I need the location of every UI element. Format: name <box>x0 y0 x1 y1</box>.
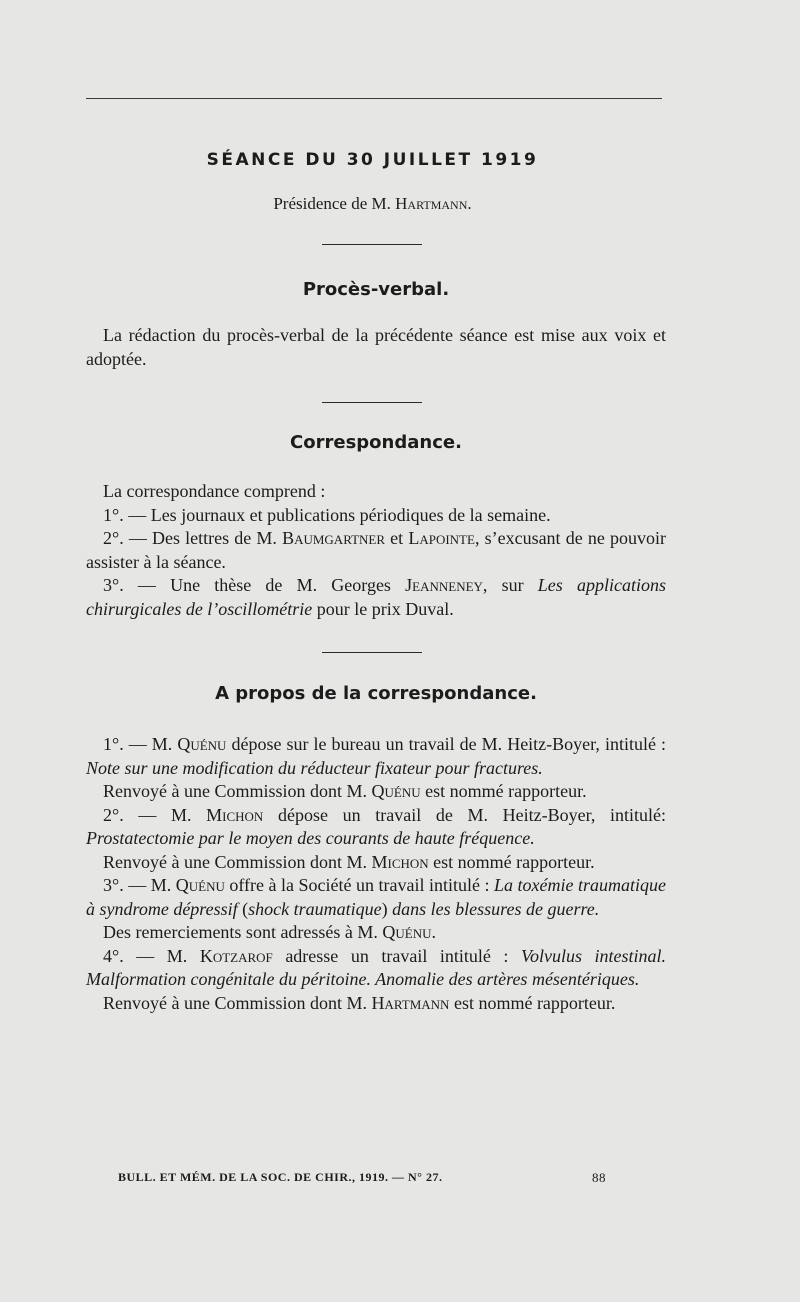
work-title: dans les blessures de guerre. <box>392 898 600 919</box>
text-run: et <box>385 528 409 548</box>
proces-verbal-title: Procès-verbal. <box>302 279 450 300</box>
text-run: 3°. — M. <box>103 875 176 895</box>
text-run: Des remerciements sont adressés à M. <box>103 922 383 942</box>
text-run: Renvoyé à une Commission dont M. <box>103 851 372 872</box>
text-run: ( <box>237 898 249 919</box>
text-run: . <box>431 922 437 942</box>
text-run: 4°. — M. <box>103 945 200 966</box>
person-name: Kotzarof <box>199 945 273 966</box>
section-divider <box>322 402 422 403</box>
a-propos-paragraph-1 <box>86 733 666 780</box>
work-title: Les applications chirurgicales de l’oscillométrie <box>86 575 666 619</box>
work-title: Note sur une modification du réducteur fixateur pour fractures. <box>86 757 543 778</box>
text-run: est nommé rapporteur. <box>420 781 587 801</box>
a-propos-text-block <box>86 733 666 1015</box>
text-run: ) <box>381 898 393 919</box>
work-title: La toxémie traumatique à syndrome dépressif <box>86 875 667 919</box>
person-name: Lapointe <box>408 528 475 548</box>
presidence-suffix: . <box>467 194 472 213</box>
proces-verbal-text-block <box>86 324 666 371</box>
text-run: 3°. — Une thèse de M. Georges <box>103 575 406 595</box>
person-name: Quénu <box>177 734 227 754</box>
text-run: Renvoyé à une Commission dont M. <box>103 992 372 1013</box>
session-title: SÉANCE DU 30 JUILLET 1919 <box>206 150 539 170</box>
page-number: 88 <box>592 1170 606 1185</box>
footer-citation: BULL. ET MÉM. DE LA SOC. DE CHIR., 1919. — N° 27. <box>118 1170 443 1184</box>
a-propos-paragraph-6 <box>86 921 666 945</box>
correspondance-title: Correspondance. <box>290 432 462 453</box>
text-run: 2°. — Des lettres de M. <box>103 528 283 548</box>
text-run: 1°. — M. <box>103 734 178 754</box>
person-name: Baumgartner <box>282 528 386 548</box>
correspondance-intro: La correspondance comprend : <box>103 481 326 501</box>
text-run: , s’excusant de ne pouvoir assister à la séance. <box>86 528 666 572</box>
a-propos-paragraph-2 <box>86 780 666 804</box>
correspondance-item-2 <box>86 527 666 574</box>
top-rule <box>86 98 662 99</box>
person-name: Quénu <box>175 875 225 895</box>
person-name: Hartmann <box>371 992 450 1013</box>
text-run: dépose sur le bureau un travail de M. Heitz-Boyer, intitulé : <box>226 734 667 754</box>
text-run: est nommé rapporteur. <box>449 992 616 1013</box>
text-run: pour le prix Duval. <box>312 598 454 619</box>
section-divider <box>322 652 422 653</box>
person-name: Quénu <box>382 922 432 942</box>
a-propos-paragraph-8 <box>86 992 666 1016</box>
work-title: shock traumatique <box>248 898 382 919</box>
person-name: Jeanneney <box>405 575 483 595</box>
a-propos-paragraph-7 <box>86 945 666 992</box>
person-name: Michon <box>371 851 429 872</box>
a-propos-paragraph-5 <box>86 874 666 921</box>
correspondance-item-3 <box>86 574 666 621</box>
person-name: Michon <box>206 804 264 825</box>
page-footer <box>118 1170 618 1185</box>
a-propos-title: A propos de la correspondance. <box>215 683 537 704</box>
text-run: , sur <box>482 575 538 595</box>
text-run: Renvoyé à une Commission dont M. <box>103 781 372 801</box>
a-propos-paragraph-3 <box>86 804 666 851</box>
correspondance-item-1: 1°. — Les journaux et publications périodiques de la semaine. <box>103 504 551 525</box>
text-run: offre à la Société un travail intitulé : <box>224 875 495 895</box>
proces-verbal-paragraph: La rédaction du procès-verbal de la précédente séance est mise aux voix et adoptée. <box>86 325 666 369</box>
person-name: Quénu <box>371 781 421 801</box>
section-divider <box>322 244 422 245</box>
work-title: Volvulus intestinal. Malformation congénitale du péritoine. Anomalie des artères mésentériques. <box>86 945 667 989</box>
text-run: 2°. — M. <box>103 804 207 825</box>
a-propos-paragraph-4 <box>86 851 666 875</box>
correspondance-text-block <box>86 480 666 621</box>
presidence-prefix: Présidence de M. <box>273 194 396 213</box>
text-run: dépose un travail de M. Heitz-Boyer, intitulé: <box>263 804 666 825</box>
president-name: Hartmann <box>395 194 468 213</box>
work-title: Prostatectomie par le moyen des courants de haute fréquence. <box>86 828 535 848</box>
text-run: adresse un travail intitulé : <box>272 945 521 966</box>
text-run: est nommé rapporteur. <box>428 851 595 872</box>
presidence-line <box>0 194 745 214</box>
